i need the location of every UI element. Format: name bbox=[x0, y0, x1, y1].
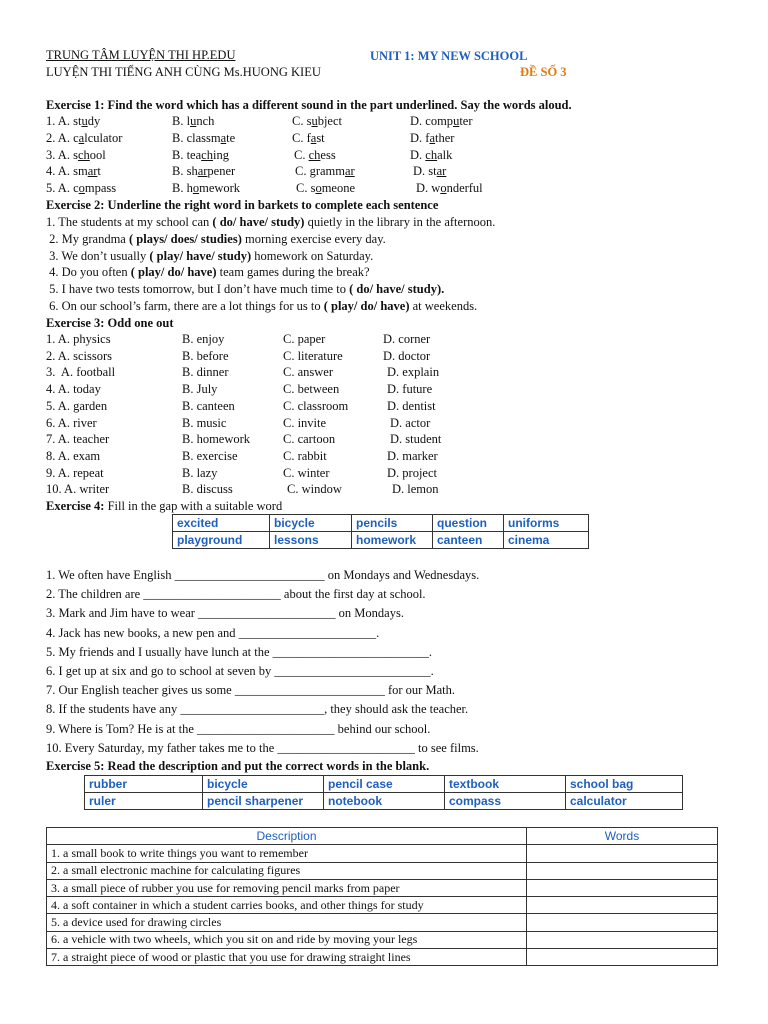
word-part: D. bbox=[410, 147, 426, 162]
word-part: B. tea bbox=[172, 147, 202, 162]
word-part: ing bbox=[212, 147, 229, 162]
answer-cell[interactable] bbox=[527, 949, 718, 966]
choice-options: ( plays/ does/ studies) bbox=[128, 231, 242, 246]
sentence-end: quietly in the library in the afternoon. bbox=[304, 215, 496, 229]
underlined-sound: a bbox=[310, 130, 317, 145]
word-part: C. s bbox=[296, 181, 316, 196]
row-number: 5. A. bbox=[46, 181, 74, 196]
word-part: ter bbox=[459, 114, 473, 128]
word-part: nderful bbox=[446, 181, 483, 196]
description-cell: 2. a small electronic machine for calculating figures bbox=[47, 862, 527, 879]
odd-option: C. literature bbox=[283, 348, 343, 363]
word-box-cell: notebook bbox=[324, 793, 445, 810]
word-part: D. f bbox=[410, 130, 430, 145]
choice-options: ( play/ do/ have) bbox=[130, 265, 217, 280]
word-part: s bbox=[73, 147, 78, 162]
odd-option: 1. A. physics bbox=[46, 332, 111, 346]
underlined-sound: u bbox=[311, 114, 318, 128]
word-part: ther bbox=[435, 130, 455, 145]
option-a bbox=[46, 163, 101, 180]
exercise1-row bbox=[46, 163, 746, 180]
word-part: ool bbox=[89, 147, 106, 162]
description-row bbox=[47, 914, 718, 931]
exercise3-row bbox=[46, 448, 746, 465]
odd-option: C. classroom bbox=[283, 398, 349, 413]
odd-option: 3. A. football bbox=[46, 365, 116, 380]
word-box-cell: uniforms bbox=[504, 515, 589, 532]
underlined-sound: o bbox=[440, 181, 447, 196]
odd-option: B. discuss bbox=[182, 482, 233, 497]
word-part: B. h bbox=[172, 181, 193, 196]
odd-option: C. between bbox=[283, 382, 340, 397]
option-b bbox=[172, 163, 235, 180]
word-part: D. st bbox=[413, 164, 437, 179]
word-part: C. gramm bbox=[295, 164, 345, 179]
word-box-cell: bicycle bbox=[270, 515, 352, 532]
option-c bbox=[295, 163, 355, 180]
answer-cell[interactable] bbox=[527, 931, 718, 948]
description-row bbox=[47, 897, 718, 914]
exercise4-word-box bbox=[172, 514, 589, 549]
sentence-text bbox=[46, 214, 495, 231]
sentence-start: 5. I have two tests tomorrow, but I don’t have much time to bbox=[46, 282, 350, 297]
word-box-cell: excited bbox=[173, 515, 270, 532]
exercise4-sentence: 7. Our English teacher gives us some ________________________ for our Math. bbox=[46, 683, 455, 698]
description-row bbox=[47, 879, 718, 896]
exercise5-word-box bbox=[84, 775, 683, 810]
sentence-start: 4. Do you often bbox=[46, 265, 131, 280]
odd-option: D. corner bbox=[383, 332, 431, 346]
exercise1-row bbox=[46, 180, 746, 197]
odd-option: 8. A. exam bbox=[46, 448, 101, 463]
exercise1-row bbox=[46, 113, 746, 130]
odd-option: C. answer bbox=[283, 365, 333, 380]
underlined-sound: ch bbox=[201, 147, 213, 162]
word-part: B. l bbox=[172, 114, 191, 128]
exercise3-title: Exercise 3: Odd one out bbox=[46, 316, 174, 330]
exercise1-row bbox=[46, 130, 746, 147]
word-box-cell: cinema bbox=[504, 532, 589, 549]
option-d bbox=[416, 180, 483, 197]
odd-option: D. future bbox=[387, 382, 433, 397]
underlined-sound: o bbox=[78, 181, 85, 196]
odd-option: D. explain bbox=[387, 365, 440, 380]
word-box-cell: question bbox=[433, 515, 504, 532]
sentence-start: 1. The students at my school can bbox=[46, 215, 213, 229]
sentence-text bbox=[46, 281, 444, 298]
description-cell: 7. a straight piece of wood or plastic that you use for drawing straight lines bbox=[47, 949, 527, 966]
answer-cell[interactable] bbox=[527, 897, 718, 914]
option-a bbox=[46, 147, 106, 164]
description-cell: 1. a small book to write things you want to remember bbox=[47, 845, 527, 862]
exercise2-title: Exercise 2: Underline the right word in barkets to complete each sentence bbox=[46, 198, 439, 212]
odd-option: B. lazy bbox=[182, 465, 218, 480]
option-a bbox=[46, 113, 100, 130]
odd-option: B. July bbox=[182, 382, 218, 397]
row-number: 3. A. bbox=[46, 147, 74, 162]
exercise3-row bbox=[46, 398, 746, 415]
exercise4-sentence: 3. Mark and Jim have to wear ______________________ on Mondays. bbox=[46, 606, 404, 621]
sentence-end: team games during the break? bbox=[216, 265, 370, 280]
exercise2-sentence bbox=[46, 231, 746, 248]
word-part: dy bbox=[87, 114, 101, 128]
word-box-row bbox=[85, 776, 683, 793]
option-c bbox=[292, 130, 325, 147]
underlined-sound: ch bbox=[308, 147, 321, 162]
exercise4-sentence: 5. My friends and I usually have lunch at the _________________________. bbox=[46, 644, 433, 659]
word-part: alk bbox=[437, 147, 453, 162]
word-box-row bbox=[85, 793, 683, 810]
sentence-start: 6. On our school’s farm, there are a lot things for us to bbox=[46, 299, 324, 313]
description-cell: 3. a small piece of rubber you use for removing pencil marks from paper bbox=[47, 879, 527, 896]
underlined-sound: a bbox=[78, 130, 85, 145]
option-b bbox=[172, 130, 235, 147]
exercise3-row bbox=[46, 381, 746, 398]
exercise4-label: Exercise 4: bbox=[46, 499, 105, 513]
description-table bbox=[46, 827, 718, 966]
word-part: B. sh bbox=[172, 164, 198, 179]
option-b bbox=[172, 113, 214, 130]
exercise3-row bbox=[46, 348, 746, 365]
choice-options: ( do/ have/ study). bbox=[349, 282, 445, 297]
description-cell: 5. a device used for drawing circles bbox=[47, 914, 527, 931]
exercise4-sentence: 2. The children are ______________________ about the first day at school. bbox=[46, 587, 426, 602]
sentence-end: homework on Saturday. bbox=[251, 248, 374, 263]
option-b bbox=[172, 147, 229, 164]
exercise2-sentence bbox=[46, 281, 746, 298]
word-box-cell: textbook bbox=[445, 776, 566, 793]
exercise3-row bbox=[46, 415, 746, 432]
odd-option: B. dinner bbox=[182, 365, 229, 380]
underlined-sound: u bbox=[453, 114, 460, 128]
word-box-cell: playground bbox=[173, 532, 270, 549]
row-number: 4. A. bbox=[46, 164, 74, 179]
underlined-sound: ch bbox=[77, 147, 90, 162]
sentence-end: at weekends. bbox=[409, 299, 478, 313]
word-part: t bbox=[97, 164, 101, 179]
word-box-cell: homework bbox=[352, 532, 433, 549]
exercise4-sentence: 8. If the students have any _______________________, they should ask the teacher. bbox=[46, 702, 469, 717]
odd-option: 4. A. today bbox=[46, 382, 101, 397]
description-cell: 4. a soft container in which a student carries books, and other things for study bbox=[47, 897, 527, 914]
word-box-cell: pencils bbox=[352, 515, 433, 532]
table-header: Words bbox=[527, 828, 718, 845]
description-header-row bbox=[47, 828, 718, 845]
odd-option: B. enjoy bbox=[182, 332, 225, 346]
odd-option: B. before bbox=[182, 348, 229, 363]
underlined-sound: ar bbox=[345, 164, 355, 179]
word-box-cell: ruler bbox=[85, 793, 203, 810]
odd-option: B. music bbox=[182, 415, 227, 430]
description-row bbox=[47, 949, 718, 966]
option-c bbox=[292, 113, 342, 130]
exercise4-title bbox=[46, 498, 282, 514]
word-part: pener bbox=[207, 164, 236, 179]
word-box-cell: lessons bbox=[270, 532, 352, 549]
row-number: 1. A. bbox=[46, 114, 74, 128]
option-d bbox=[413, 163, 446, 180]
word-part: lculator bbox=[84, 130, 123, 145]
odd-option: 5. A. garden bbox=[46, 398, 108, 413]
underlined-sound: ar bbox=[87, 164, 98, 179]
underlined-sound: u bbox=[190, 114, 197, 128]
odd-option: D. marker bbox=[387, 448, 438, 463]
odd-option: C. cartoon bbox=[283, 432, 336, 447]
word-part: c bbox=[73, 181, 79, 196]
odd-option: D. doctor bbox=[383, 348, 431, 363]
odd-option: D. student bbox=[390, 432, 442, 447]
option-a bbox=[46, 180, 116, 197]
odd-option: B. homework bbox=[182, 432, 251, 447]
exercise3-row bbox=[46, 431, 746, 448]
odd-option: C. window bbox=[287, 482, 342, 497]
word-part: te bbox=[226, 130, 236, 145]
exercise1-title: Exercise 1: Find the word which has a different sound in the part underlined. Say the words aloud. bbox=[46, 98, 572, 112]
exercise5-title: Exercise 5: Read the description and put the correct words in the blank. bbox=[46, 759, 430, 773]
exercise2-sentence bbox=[46, 248, 746, 265]
odd-option: D. dentist bbox=[387, 398, 436, 413]
exercise4-sentence: 10. Every Saturday, my father takes me to the ______________________ to see films. bbox=[46, 740, 479, 755]
answer-cell[interactable] bbox=[527, 845, 718, 862]
exercise3-row bbox=[46, 364, 746, 381]
word-box-cell: bicycle bbox=[203, 776, 324, 793]
odd-option: 7. A. teacher bbox=[46, 432, 110, 447]
choice-options: ( play/ have/ study) bbox=[149, 248, 252, 263]
odd-option: B. canteen bbox=[182, 398, 235, 413]
unit-title: UNIT 1: MY NEW SCHOOL bbox=[370, 49, 528, 63]
sentence-end: morning exercise every day. bbox=[241, 231, 386, 246]
odd-option: 6. A. river bbox=[46, 415, 97, 430]
answer-cell[interactable] bbox=[527, 914, 718, 931]
exercise4-sentence: 4. Jack has new books, a new pen and ______________________. bbox=[46, 625, 380, 640]
option-d bbox=[410, 147, 452, 164]
exercise4-sentence: 6. I get up at six and go to school at seven by _________________________. bbox=[46, 664, 434, 678]
option-c bbox=[294, 147, 336, 164]
underlined-sound: u bbox=[81, 114, 88, 128]
word-part: bject bbox=[317, 114, 342, 128]
word-part: C. bbox=[294, 147, 309, 162]
odd-option: C. rabbit bbox=[283, 448, 327, 463]
sentence-start: 3. We don’t usually bbox=[46, 248, 150, 263]
answer-cell[interactable] bbox=[527, 862, 718, 879]
odd-option: D. project bbox=[387, 465, 437, 480]
exercise3-row bbox=[46, 465, 746, 482]
word-part: C. s bbox=[292, 114, 312, 128]
test-number: ĐỀ SỐ 3 bbox=[520, 65, 567, 79]
underlined-sound: a bbox=[220, 130, 227, 145]
odd-option: 10. A. writer bbox=[46, 482, 110, 497]
word-part: st bbox=[316, 130, 325, 145]
description-row bbox=[47, 862, 718, 879]
word-box-cell: school bag bbox=[566, 776, 683, 793]
odd-option: D. actor bbox=[390, 415, 431, 430]
odd-option: C. invite bbox=[283, 415, 327, 430]
word-part: D. w bbox=[416, 181, 441, 196]
odd-option: 9. A. repeat bbox=[46, 465, 104, 480]
word-part: mework bbox=[199, 181, 241, 196]
word-part: ess bbox=[320, 147, 336, 162]
description-row bbox=[47, 931, 718, 948]
exercise4-sentence: 1. We often have English ________________________ on Mondays and Wednesdays. bbox=[46, 568, 480, 582]
option-d bbox=[410, 130, 454, 147]
choice-options: ( play/ do/ have) bbox=[323, 299, 410, 313]
word-part: C. f bbox=[292, 130, 311, 145]
exercise2-sentence bbox=[46, 214, 746, 231]
sentence-text bbox=[46, 231, 386, 248]
underlined-sound: o bbox=[315, 181, 322, 196]
exercise4-sentence: 9. Where is Tom? He is at the ______________________ behind our school. bbox=[46, 721, 431, 736]
odd-option: C. paper bbox=[283, 332, 326, 346]
word-part: c bbox=[73, 130, 79, 145]
word-box-cell: pencil case bbox=[324, 776, 445, 793]
word-part: st bbox=[73, 114, 82, 128]
sentence-start: 2. My grandma bbox=[46, 231, 129, 246]
word-box-cell: pencil sharpener bbox=[203, 793, 324, 810]
exercise3-row bbox=[46, 481, 746, 498]
option-a bbox=[46, 130, 122, 147]
word-part: mpass bbox=[84, 181, 117, 196]
teacher-line: LUYỆN THI TIẾNG ANH CÙNG Ms.HUONG KIEU bbox=[46, 65, 321, 79]
word-box-row bbox=[173, 515, 589, 532]
sentence-text bbox=[46, 298, 477, 315]
underlined-sound: ar bbox=[197, 164, 208, 179]
sentence-text bbox=[46, 264, 370, 281]
exercise3-row bbox=[46, 331, 746, 348]
sentence-text bbox=[46, 248, 373, 265]
exercise2-sentence bbox=[46, 264, 746, 281]
exercise4-instruction: Fill in the gap with a suitable word bbox=[104, 499, 283, 513]
odd-option: D. lemon bbox=[392, 482, 439, 497]
odd-option: 2. A. scissors bbox=[46, 348, 112, 363]
description-cell: 6. a vehicle with two wheels, which you sit on and ride by moving your legs bbox=[47, 931, 527, 948]
row-number: 2. A. bbox=[46, 130, 74, 145]
exercise1-row bbox=[46, 147, 746, 164]
underlined-sound: ch bbox=[425, 147, 438, 162]
word-box-row bbox=[173, 532, 589, 549]
underlined-sound: o bbox=[192, 181, 200, 196]
word-box-cell: compass bbox=[445, 793, 566, 810]
word-box-cell: rubber bbox=[85, 776, 203, 793]
word-part: sm bbox=[73, 164, 88, 179]
word-part: nch bbox=[196, 114, 215, 128]
answer-cell[interactable] bbox=[527, 879, 718, 896]
option-d bbox=[410, 113, 473, 130]
underlined-sound: ar bbox=[436, 164, 447, 179]
word-box-cell: canteen bbox=[433, 532, 504, 549]
option-b bbox=[172, 180, 240, 197]
word-part: B. classm bbox=[172, 130, 221, 145]
odd-option: B. exercise bbox=[182, 448, 238, 463]
word-part: D. comp bbox=[410, 114, 454, 128]
exercise2-sentence bbox=[46, 298, 746, 315]
word-box-cell: calculator bbox=[566, 793, 683, 810]
choice-options: ( do/ have/ study) bbox=[212, 215, 305, 229]
center-name: TRUNG TÂM LUYỆN THI HP.EDU bbox=[46, 48, 236, 62]
word-part: meone bbox=[321, 181, 356, 196]
underlined-sound: a bbox=[429, 130, 436, 145]
description-row bbox=[47, 845, 718, 862]
option-c bbox=[296, 180, 355, 197]
odd-option: C. winter bbox=[283, 465, 330, 480]
table-header: Description bbox=[47, 828, 527, 845]
